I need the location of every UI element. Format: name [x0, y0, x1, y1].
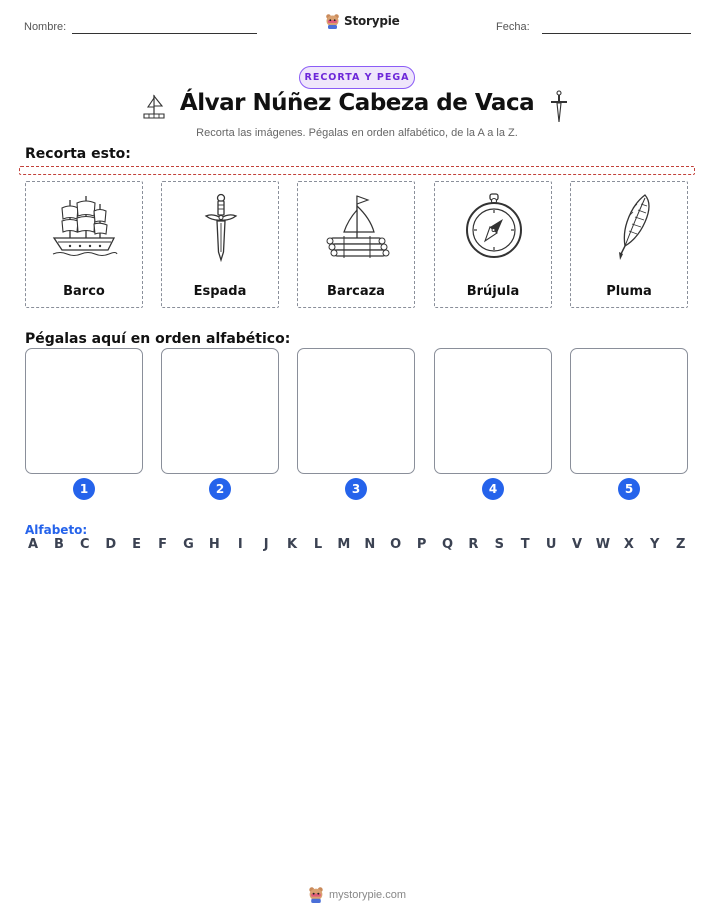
- alphabet-letter: D: [105, 537, 117, 552]
- footer: [0, 886, 714, 903]
- sword-title-icon: [548, 90, 570, 124]
- mascot-icon: [325, 13, 340, 29]
- card-label: Barco: [63, 284, 105, 299]
- cut-section-heading: Recorta esto:: [25, 146, 131, 162]
- alphabet-letter: H: [208, 537, 220, 552]
- alphabet-letter: L: [313, 537, 323, 552]
- card-label: Brújula: [466, 284, 520, 299]
- paste-box-3[interactable]: [297, 348, 415, 474]
- raft-icon: [322, 192, 392, 262]
- cut-card-brujula[interactable]: [434, 181, 552, 308]
- slot-number: 4: [482, 478, 504, 500]
- alphabet-letter: S: [494, 537, 504, 552]
- footer-link[interactable]: mystorypie.com: [328, 888, 407, 901]
- alphabet-letter: R: [468, 537, 479, 552]
- alphabet-heading: Alfabeto:: [25, 523, 88, 537]
- alphabet-letter: B: [53, 537, 64, 552]
- slot-number: 2: [209, 478, 231, 500]
- cut-card-pluma[interactable]: [570, 181, 688, 308]
- card-label: Barcaza: [327, 284, 385, 299]
- cut-card-espada[interactable]: [161, 181, 279, 308]
- alphabet-letter: J: [263, 537, 269, 552]
- quill-icon: [595, 192, 665, 262]
- alphabet-letter: Z: [675, 537, 686, 552]
- cut-card-barco[interactable]: [25, 181, 143, 308]
- activity-badge: RECORTA Y PEGA: [299, 66, 415, 89]
- alphabet-letter: O: [390, 537, 402, 552]
- alphabet-letter: Y: [650, 537, 660, 552]
- alphabet-letter: N: [364, 537, 376, 552]
- date-field-line[interactable]: [542, 33, 691, 34]
- brand-logo: [325, 13, 400, 29]
- paste-box-5[interactable]: [570, 348, 688, 474]
- mascot-icon: [308, 886, 324, 903]
- alphabet-letter: U: [545, 537, 557, 552]
- alphabet-letter: A: [27, 537, 39, 552]
- instructions: Recorta las imágenes. Pégalas en orden alfabético, de la A a la Z.: [196, 127, 518, 139]
- alphabet-letter: W: [595, 537, 611, 552]
- paste-box-2[interactable]: [161, 348, 279, 474]
- paste-box-4[interactable]: [434, 348, 552, 474]
- alphabet-letter: T: [520, 537, 530, 552]
- date-label: Fecha:: [496, 21, 530, 33]
- alphabet-letter: P: [416, 537, 427, 552]
- alphabet-letter: Q: [441, 537, 454, 552]
- slot-number: 3: [345, 478, 367, 500]
- ship-icon: [50, 192, 120, 262]
- alphabet-letter: F: [158, 537, 167, 552]
- alphabet-row: [25, 537, 689, 552]
- cut-card-barcaza[interactable]: [297, 181, 415, 308]
- card-label: Espada: [193, 284, 247, 299]
- alphabet-letter: G: [183, 537, 194, 552]
- name-field-line[interactable]: [72, 33, 257, 34]
- page-title: Álvar Núñez Cabeza de Vaca: [179, 90, 535, 116]
- card-label: Pluma: [606, 284, 652, 299]
- compass-icon: [459, 192, 529, 262]
- slot-number: 5: [618, 478, 640, 500]
- alphabet-letter: C: [80, 537, 90, 552]
- alphabet-letter: X: [623, 537, 634, 552]
- paste-section-heading: Pégalas aquí en orden alfabético:: [25, 331, 291, 347]
- alphabet-letter: K: [287, 537, 298, 552]
- alphabet-letter: E: [132, 537, 142, 552]
- slot-number: 1: [73, 478, 95, 500]
- sword-icon: [186, 192, 256, 262]
- paste-box-1[interactable]: [25, 348, 143, 474]
- alphabet-letter: V: [572, 537, 583, 552]
- alphabet-letter: M: [337, 537, 351, 552]
- name-label: Nombre:: [24, 21, 67, 33]
- brand-name: Storypie: [344, 14, 400, 28]
- cut-line: [19, 166, 695, 175]
- alphabet-letter: I: [237, 537, 243, 552]
